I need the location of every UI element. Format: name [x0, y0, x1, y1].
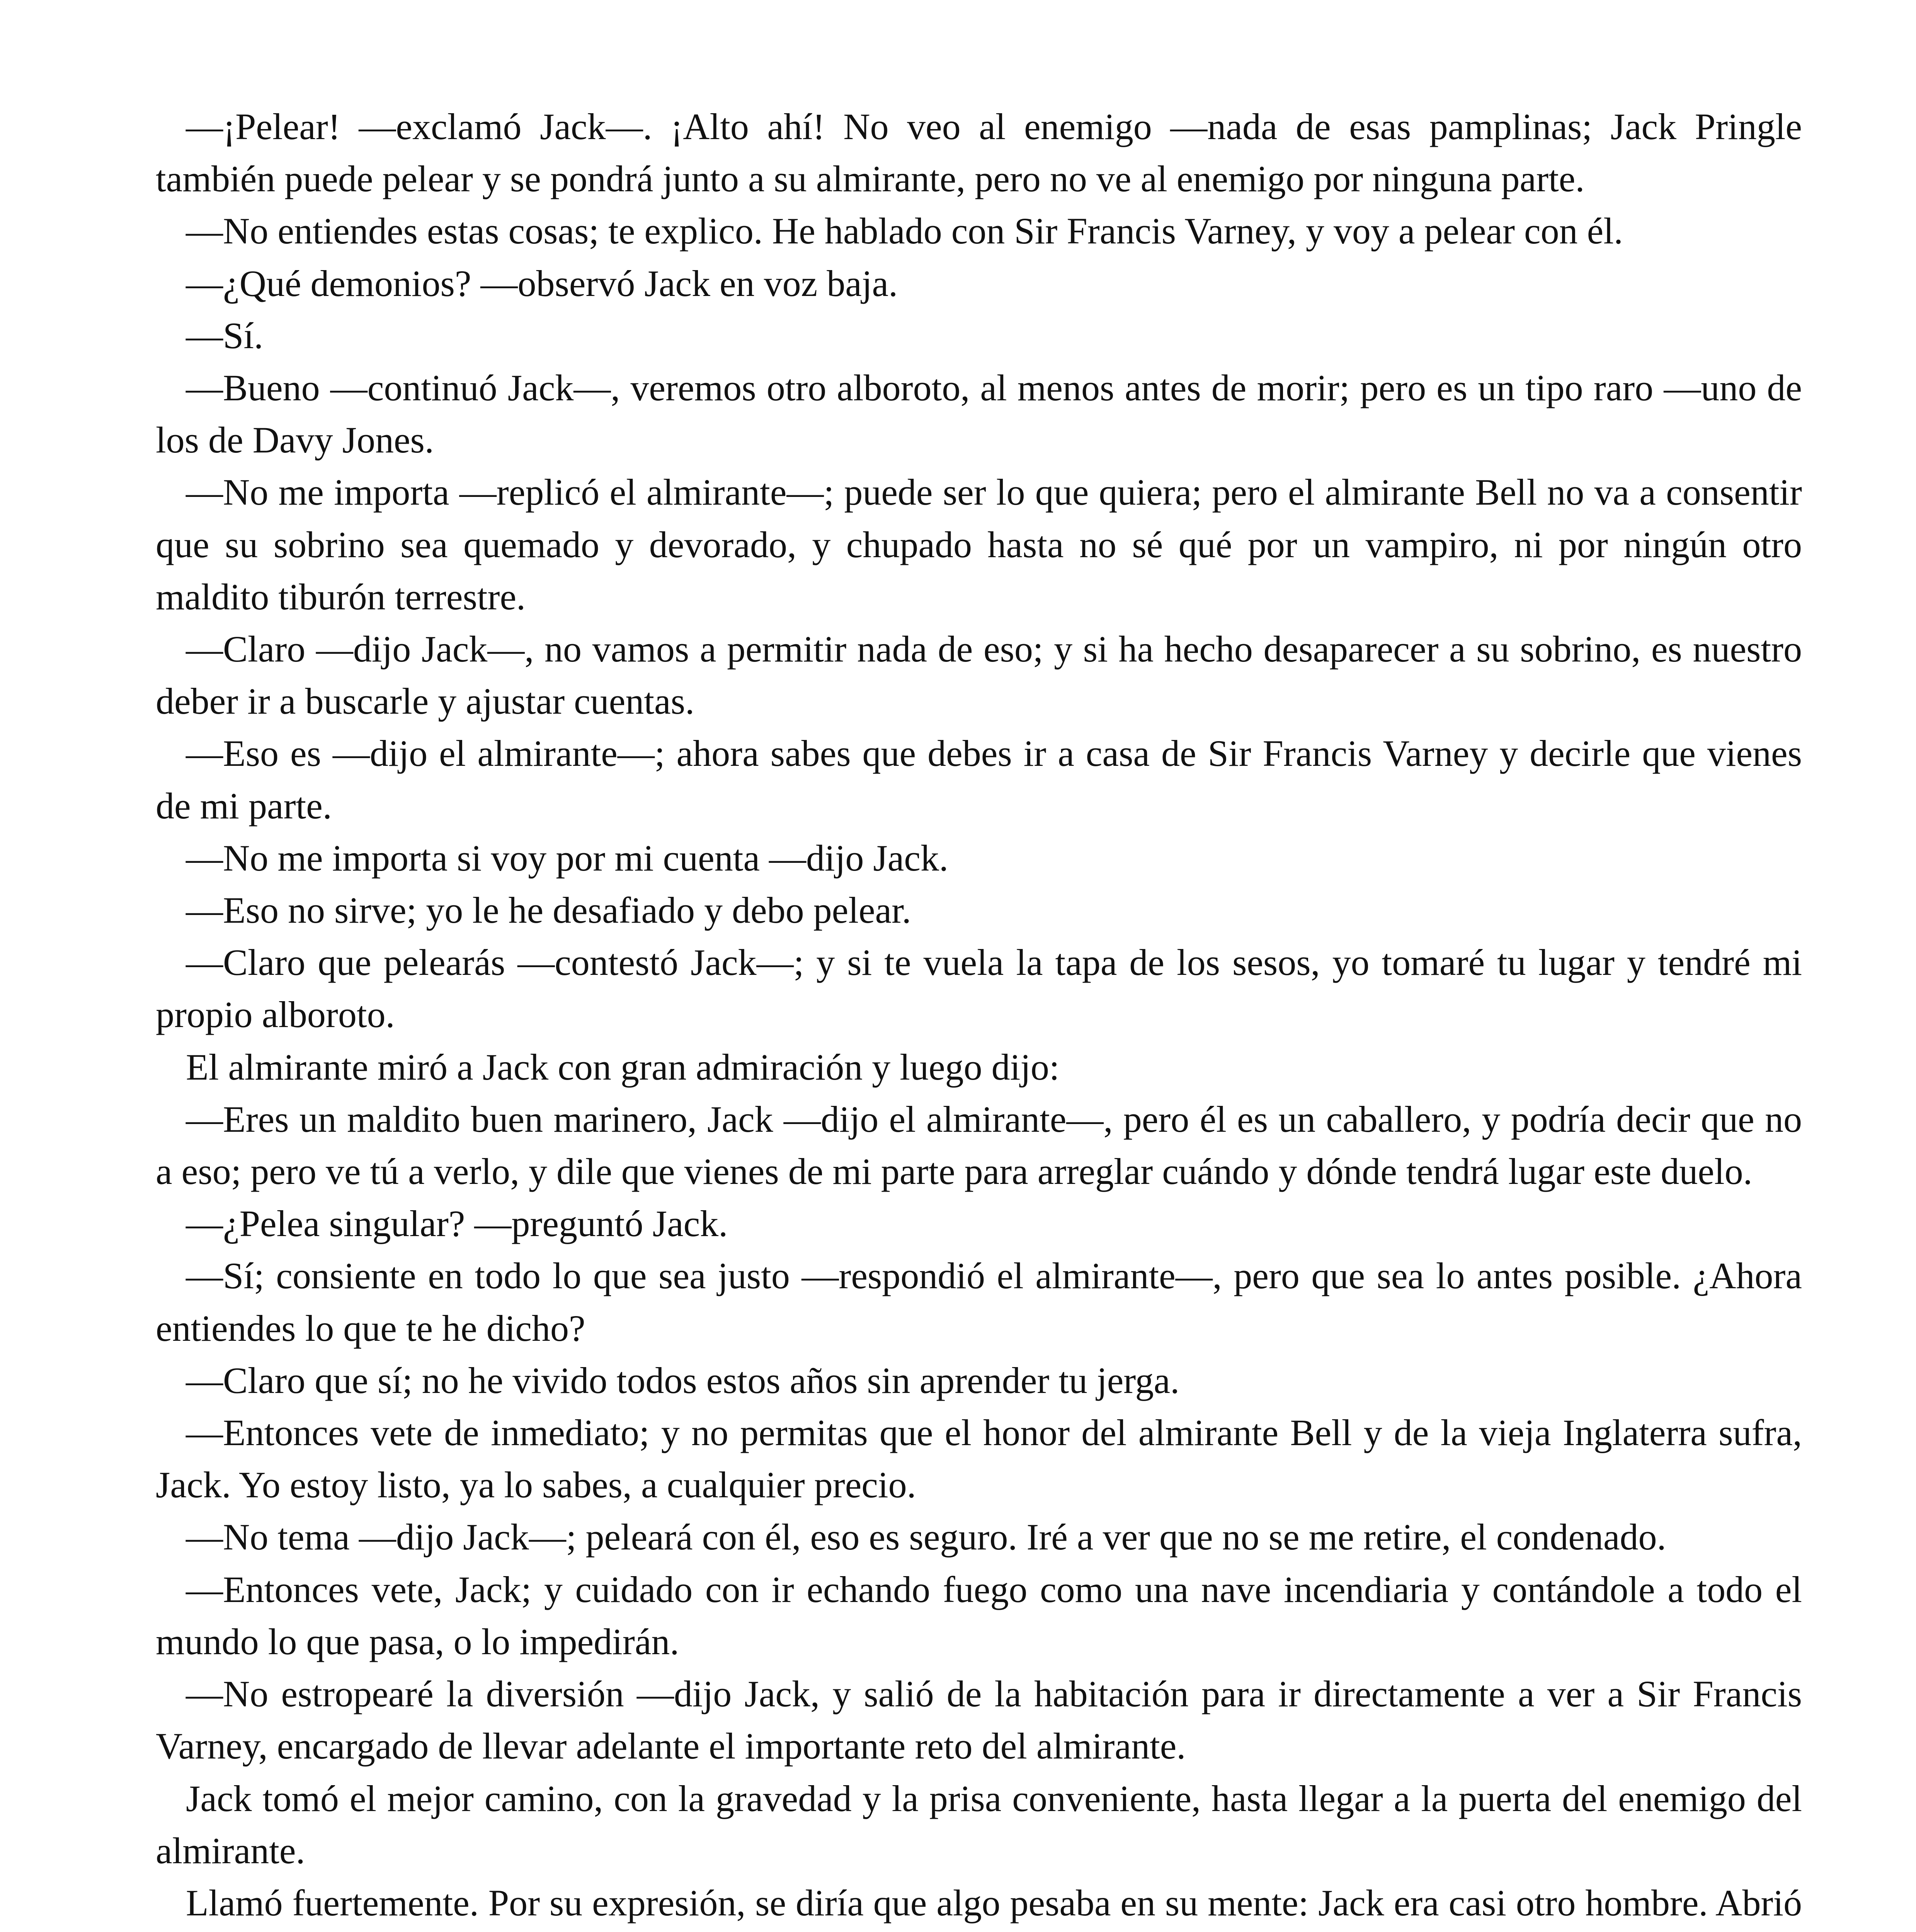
- paragraph: [156, 727, 1802, 832]
- paragraph: [156, 623, 1802, 727]
- paragraph: [156, 100, 1802, 205]
- text-segment: —Eso es —dijo el almirante—; ahora sabes que debes ir a casa de Sir Francis Varney y decirle que vienes de mi parte.: [156, 733, 1802, 827]
- paragraph: [156, 832, 1802, 884]
- page-body: [156, 100, 1802, 1932]
- text-segment: —No me importa —replicó el almirante—; puede ser lo que quiera; pero el almirante Bell no va a consentir que su sobrino sea quemado y devorado, y chupado hasta no sé qué por un vampiro, ni por ningún otro maldito tiburón terrestre.: [156, 471, 1802, 617]
- text-segment: —Claro —dijo Jack—, no vamos a permitir nada de eso; y si ha hecho desaparecer a su sobrino, es nuestro deber ir a buscarle y ajustar cuentas.: [156, 628, 1802, 722]
- paragraph: [156, 884, 1802, 936]
- paragraph: [156, 1197, 1802, 1250]
- paragraph: [156, 936, 1802, 1041]
- text-segment: —¿Pelea singular? —preguntó Jack.: [186, 1203, 728, 1245]
- text-segment: —Eres un maldito buen marinero, Jack —dijo el almirante—, pero él es un caballero, y podría decir que no a eso; pero ve tú a verlo, y dile que vienes de mi parte para arreglar cuándo y dónde tendrá lugar este duelo.: [156, 1098, 1802, 1192]
- text-segment: —Sí.: [186, 315, 264, 356]
- text-segment: —Entonces vete, Jack; y cuidado con ir echando fuego como una nave incendiaria y contándole a todo el mundo lo que pasa, o lo impedirán.: [156, 1568, 1802, 1662]
- paragraph: [156, 1772, 1802, 1877]
- text-segment: —Claro que pelearás —contestó Jack—; y si te vuela la tapa de los sesos, yo tomaré tu lugar y tendré mi propio alboroto.: [156, 942, 1802, 1036]
- paragraph: [156, 1877, 1802, 1932]
- text-segment: Llamó fuertemente. Por su expresión, se diría que algo pesaba en su mente: Jack era casi otro hombre. Abrió: [186, 1882, 1802, 1923]
- text-segment: Jack tomó el mejor camino, con la gravedad y la prisa conveniente, hasta llegar a la puerta del enemigo del almirante.: [156, 1777, 1802, 1871]
- text-segment: El almirante miró a Jack con gran admiración y luego dijo:: [186, 1046, 1060, 1088]
- paragraph: [156, 1354, 1802, 1406]
- text-segment: —Entonces vete de inmediato; y no permitas que el honor del almirante Bell y de la vieja Inglaterra sufra, Jack. Yo estoy listo, ya lo sabes, a cualquier precio.: [156, 1412, 1802, 1506]
- text-segment: —¡Pelear! —exclamó Jack—. ¡Alto ahí! No veo al enemigo —nada de esas pamplinas; Jack Pringle también puede pelear y se pondrá junto a su almirante, pero no ve al enemigo por ninguna parte.: [156, 106, 1802, 200]
- paragraph: [156, 1041, 1802, 1093]
- text-segment: —Claro que sí; no he vivido todos estos años sin aprender tu jerga.: [186, 1359, 1180, 1401]
- text-segment: —No tema —dijo Jack—; peleará con él, eso es seguro. Iré a ver que no se me retire, el condenado.: [186, 1516, 1666, 1558]
- text-segment: —No estropearé la diversión —dijo Jack, y salió de la habitación para ir directamente a ver a Sir Francis Varney, encargado de llevar adelante el importante reto del almirante.: [156, 1673, 1802, 1767]
- paragraph: [156, 1093, 1802, 1197]
- paragraph: [156, 1668, 1802, 1772]
- paragraph: [156, 1250, 1802, 1354]
- text-segment: —No me importa si voy por mi cuenta —dijo Jack.: [186, 837, 948, 879]
- paragraph: [156, 257, 1802, 310]
- paragraph: [156, 362, 1802, 466]
- text-segment: —Sí; consiente en todo lo que sea justo —respondió el almirante—, pero que sea lo antes posible. ¿Ahora entiendes lo que te he dicho?: [156, 1255, 1802, 1349]
- text-segment: —No entiendes estas cosas; te explico. He hablado con Sir Francis Varney, y voy a pelear con él.: [186, 210, 1623, 252]
- paragraph: [156, 310, 1802, 362]
- paragraph: [156, 466, 1802, 623]
- text-segment: —Bueno —continuó Jack—, veremos otro alboroto, al menos antes de morir; pero es un tipo raro —uno de los de Davy Jones.: [156, 367, 1802, 461]
- paragraph: [156, 1406, 1802, 1511]
- text-segment: —¿Qué demonios? —observó Jack en voz baja.: [186, 262, 898, 304]
- paragraph: [156, 1563, 1802, 1668]
- paragraph: [156, 205, 1802, 257]
- paragraph: [156, 1511, 1802, 1563]
- text-segment: —Eso no sirve; yo le he desafiado y debo pelear.: [186, 889, 911, 931]
